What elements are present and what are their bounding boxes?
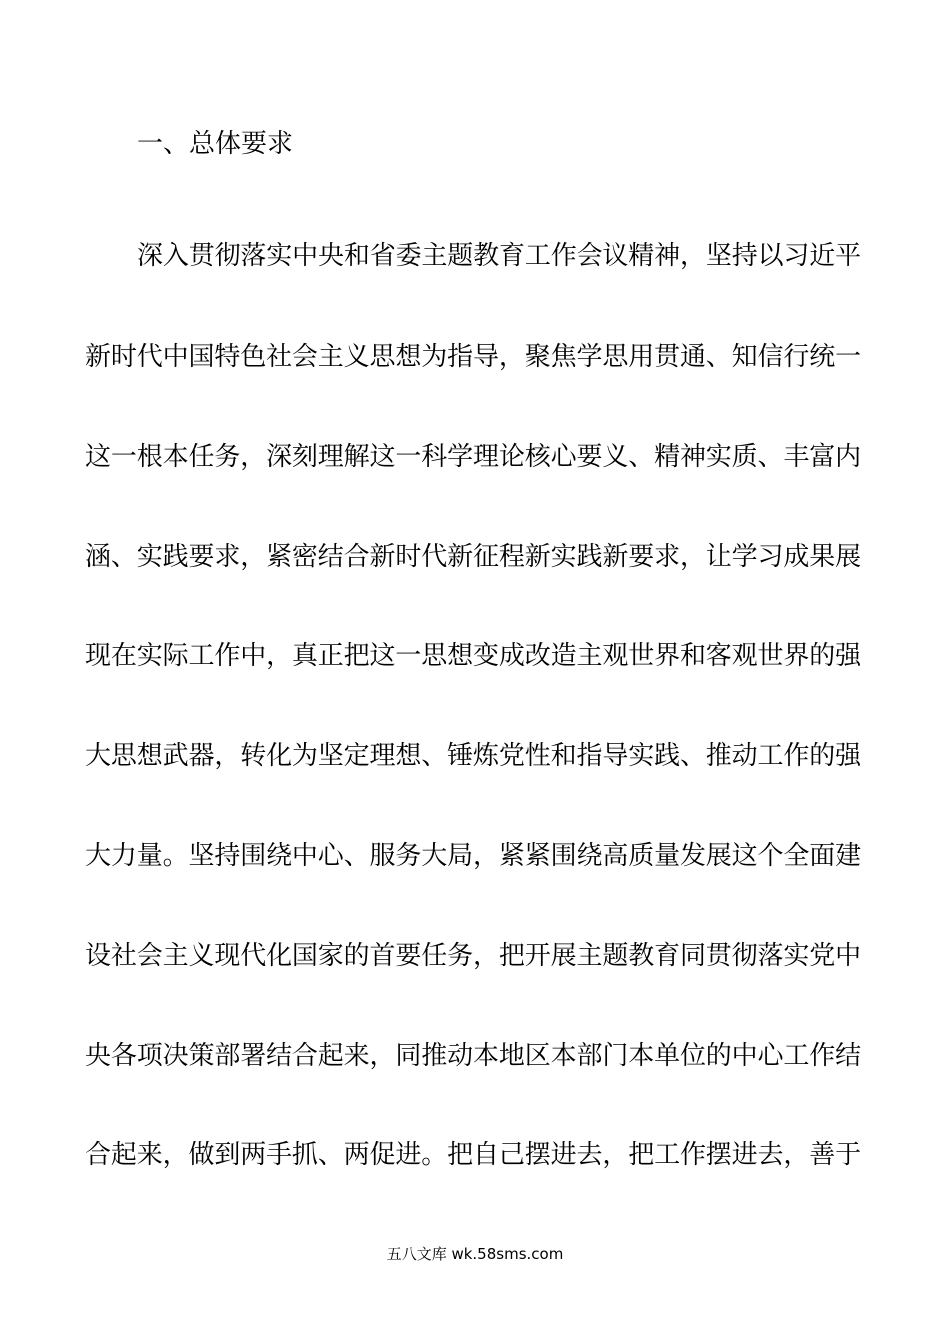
section-heading: 一、总体要求 bbox=[137, 129, 294, 159]
footer-watermark: 五八文库 wk.58sms.com bbox=[386, 1245, 564, 1263]
body-line: 这一根本任务，深刻理解这一科学理论核心要义、精神实质、丰富内 bbox=[85, 442, 862, 472]
body-line: 合起来，做到两手抓、两促进。把自己摆进去，把工作摆进去，善于 bbox=[85, 1140, 862, 1170]
body-line: 设社会主义现代化国家的首要任务，把开展主题教育同贯彻落实党中 bbox=[85, 941, 862, 971]
body-line: 大力量。坚持围绕中心、服务大局，紧紧围绕高质量发展这个全面建 bbox=[85, 841, 862, 871]
body-line: 深入贯彻落实中央和省委主题教育工作会议精神，坚持以习近平 bbox=[137, 241, 861, 271]
body-line: 大思想武器，转化为坚定理想、锤炼党性和指导实践、推动工作的强 bbox=[85, 741, 862, 771]
body-line: 涵、实践要求，紧密结合新时代新征程新实践新要求，让学习成果展 bbox=[85, 542, 862, 572]
body-line: 现在实际工作中，真正把这一思想变成改造主观世界和客观世界的强 bbox=[85, 641, 862, 671]
body-line: 新时代中国特色社会主义思想为指导，聚焦学思用贯通、知信行统一 bbox=[85, 342, 862, 372]
body-line: 央各项决策部署结合起来，同推动本地区本部门本单位的中心工作结 bbox=[85, 1041, 862, 1071]
